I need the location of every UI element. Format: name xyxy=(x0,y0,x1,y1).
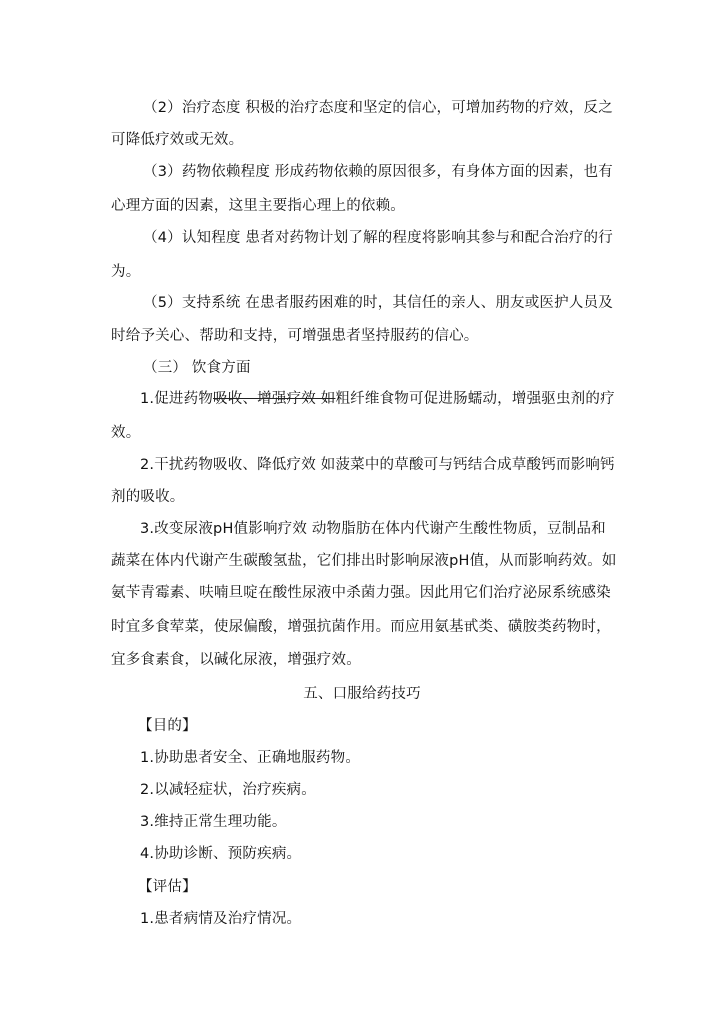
purpose-item: 3.维持正常生理功能。 xyxy=(140,814,287,830)
diet-item-2-line2: 剂的吸收。 xyxy=(111,489,185,505)
diet-item-3-line2: 蔬菜在体内代谢产生碳酸氢盐，它们排出时影响尿液pH值，从而影响药效。如 xyxy=(111,553,617,569)
diet-item-3-line4: 时宜多食荤菜，使尿偏酸，增强抗菌作用。而应用氨基甙类、磺胺类药物时， xyxy=(111,619,611,635)
assessment-item: 1.患者病情及治疗情况。 xyxy=(140,911,302,927)
diet-item-1-line1 xyxy=(140,389,615,409)
paragraph-cognition-line1: （4）认知程度 患者对药物计划了解的程度将影响其参与和配合治疗的行 xyxy=(143,230,613,246)
section-title-oral-medication: 五、口服给药技巧 xyxy=(303,686,421,702)
paragraph-support-system-line2: 时给予关心、帮助和支持，可增强患者坚持服药的信心。 xyxy=(111,328,479,344)
diet-item-3-line3: 氨苄青霉素、呋喃旦啶在酸性尿液中杀菌力强。因此用它们治疗泌尿系统感染 xyxy=(111,585,611,601)
diet-item-1-struck-text: 吸收、增强疗效 如 xyxy=(213,391,336,407)
assessment-heading: 【评估】 xyxy=(138,879,197,895)
paragraph-drug-dependence-line2: 心理方面的因素，这里主要指心理上的依赖。 xyxy=(111,198,405,214)
diet-item-1-rest: 粗纤维食物可促进肠蠕动，增强驱虫剂的疗 xyxy=(335,391,615,407)
purpose-item: 4.协助诊断、预防疾病。 xyxy=(140,846,302,862)
paragraph-cognition-line2: 为。 xyxy=(111,264,141,280)
purpose-item: 1.协助患者安全、正确地服药物。 xyxy=(140,750,361,766)
paragraph-drug-dependence-line1: （3）药物依赖程度 形成药物依赖的原因很多，有身体方面的因素，也有 xyxy=(143,164,613,180)
diet-item-2-line1: 2.干扰药物吸收、降低疗效 如菠菜中的草酸可与钙结合成草酸钙而影响钙 xyxy=(140,457,615,473)
diet-item-1-line2: 效。 xyxy=(111,425,141,441)
section-heading-diet: （三） 饮食方面 xyxy=(143,360,251,376)
diet-item-3-line1: 3.改变尿液pH值影响疗效 动物脂肪在体内代谢产生酸性物质，豆制品和 xyxy=(140,521,606,537)
purpose-item: 2.以减轻症状，治疗疾病。 xyxy=(140,782,316,798)
paragraph-support-system-line1: （5）支持系统 在患者服药困难的时，其信任的亲人、朋友或医护人员及 xyxy=(143,295,613,311)
diet-item-1-prefix: 1.促进药物 xyxy=(140,391,214,407)
purpose-heading: 【目的】 xyxy=(138,718,197,734)
paragraph-treatment-attitude-line2: 可降低疗效或无效。 xyxy=(111,132,244,148)
paragraph-treatment-attitude-line1: （2）治疗态度 积极的治疗态度和坚定的信心，可增加药物的疗效，反之 xyxy=(143,100,613,116)
diet-item-3-line5: 宜多食素食，以碱化尿液，增强疗效。 xyxy=(111,652,361,668)
